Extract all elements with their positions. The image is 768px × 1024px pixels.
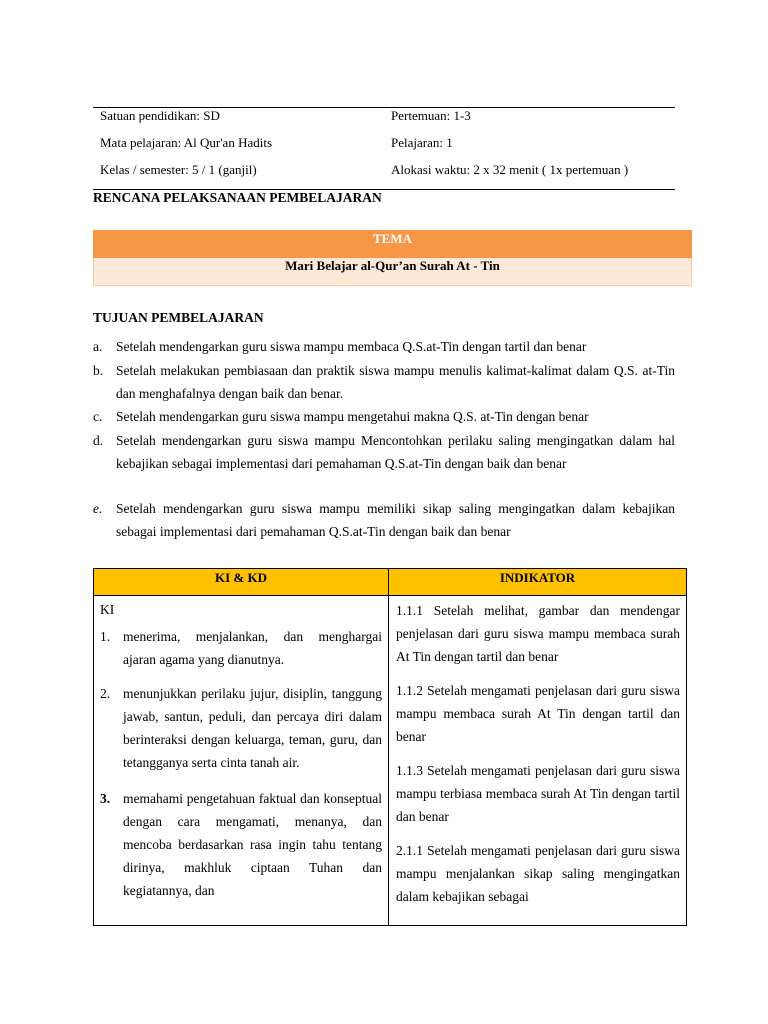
tujuan-marker: c. <box>93 409 103 424</box>
tujuan-text: Setelah mendengarkan guru siswa mampu memiliki sikap saling mengingatkan dalam kebajikan sebagai implementasi dari pemahaman Q.S.at-Tin dengan baik dan benar <box>116 501 675 539</box>
tema-value: Mari Belajar al-Qur’an Surah At - Tin <box>93 258 692 286</box>
ki-number: 2. <box>100 686 111 701</box>
tujuan-item <box>93 497 675 543</box>
tema-label: TEMA <box>93 230 692 258</box>
tujuan-marker: a. <box>93 339 103 354</box>
tujuan-text: Setelah mendengarkan guru siswa mampu Mencontohkan perilaku saling mengingatkan dalam hal kebajikan sebagai implementasi dari pemahaman Q.S.at-Tin dengan baik dan benar <box>116 433 675 471</box>
pertemuan: Pertemuan: 1-3 <box>391 108 471 123</box>
ki-kd-table <box>93 568 687 926</box>
ki-text: menunjukkan perilaku jujur, disiplin, tanggung jawab, santun, peduli, dan percaya diri dalam berinteraksi dengan keluarga, teman, guru, dan tetangganya serta cinta tanah air. <box>123 686 382 770</box>
tujuan-item <box>93 405 675 428</box>
header-ki-kd: KI & KD <box>94 569 389 596</box>
ki-item <box>100 787 382 902</box>
indikator-item: 1.1.1 Setelah melihat, gambar dan mendengar penjelasan dari guru siswa mampu membaca surah At Tin dengan tartil dan benar <box>396 603 680 664</box>
ki-number: 1. <box>100 629 111 644</box>
alokasi-waktu: Alokasi waktu: 2 x 32 menit ( 1x pertemuan ) <box>391 162 629 177</box>
tujuan-item <box>93 359 675 405</box>
indikator-cell <box>389 596 687 926</box>
ki-text: memahami pengetahuan faktual dan konseptual dengan cara mengamati, menanya, dan mencoba berdasarkan rasa ingin tahu tentang dirinya, makhluk ciptaan Tuhan dan kegiatannya, dan <box>123 791 382 898</box>
indikator-item: 1.1.3 Setelah mengamati penjelasan dari guru siswa mampu terbiasa membaca surah At Tin dengan tartil dan benar <box>396 763 680 824</box>
ki-cell <box>94 596 389 926</box>
pelajaran: Pelajaran: 1 <box>391 135 453 150</box>
tujuan-item <box>93 429 675 475</box>
tujuan-item <box>93 335 675 358</box>
header-indikator: INDIKATOR <box>389 569 687 596</box>
document-title: RENCANA PELAKSANAAN PEMBELAJARAN <box>93 190 382 205</box>
ki-item <box>100 625 382 671</box>
ki-text: menerima, menjalankan, dan menghargai ajaran agama yang dianutnya. <box>123 629 382 667</box>
tujuan-heading: TUJUAN PEMBELAJARAN <box>93 310 264 325</box>
indikator-item: 1.1.2 Setelah mengamati penjelasan dari guru siswa mampu membaca surah At Tin dengan tartil dan benar <box>396 683 680 744</box>
tujuan-marker: d. <box>93 433 104 448</box>
table-row <box>94 596 687 926</box>
ki-number: 3. <box>100 791 111 806</box>
ki-label: KI <box>100 602 115 617</box>
tema-box <box>93 230 692 286</box>
satuan-pendidikan: Satuan pendidikan: SD <box>100 108 220 123</box>
tujuan-text: Setelah mendengarkan guru siswa mampu membaca Q.S.at-Tin dengan tartil dan benar <box>116 339 587 354</box>
table-header-row <box>94 569 687 596</box>
tujuan-text: Setelah mendengarkan guru siswa mampu mengetahui makna Q.S. at-Tin dengan benar <box>116 409 589 424</box>
tujuan-marker: e. <box>93 501 103 516</box>
tujuan-marker: b. <box>93 363 104 378</box>
kelas-semester: Kelas / semester: 5 / 1 (ganjil) <box>100 162 257 177</box>
mata-pelajaran: Mata pelajaran: Al Qur'an Hadits <box>100 135 273 150</box>
ki-item <box>100 682 382 774</box>
tujuan-text: Setelah melakukan pembiasaan dan praktik siswa mampu menulis kalimat-kalimat dalam Q.S. at-Tin dan menghafalnya dengan baik dan benar. <box>116 363 675 401</box>
indikator-item: 2.1.1 Setelah mengamati penjelasan dari guru siswa mampu menjalankan sikap saling mengingatkan dalam kebajikan sebagai <box>396 843 680 904</box>
